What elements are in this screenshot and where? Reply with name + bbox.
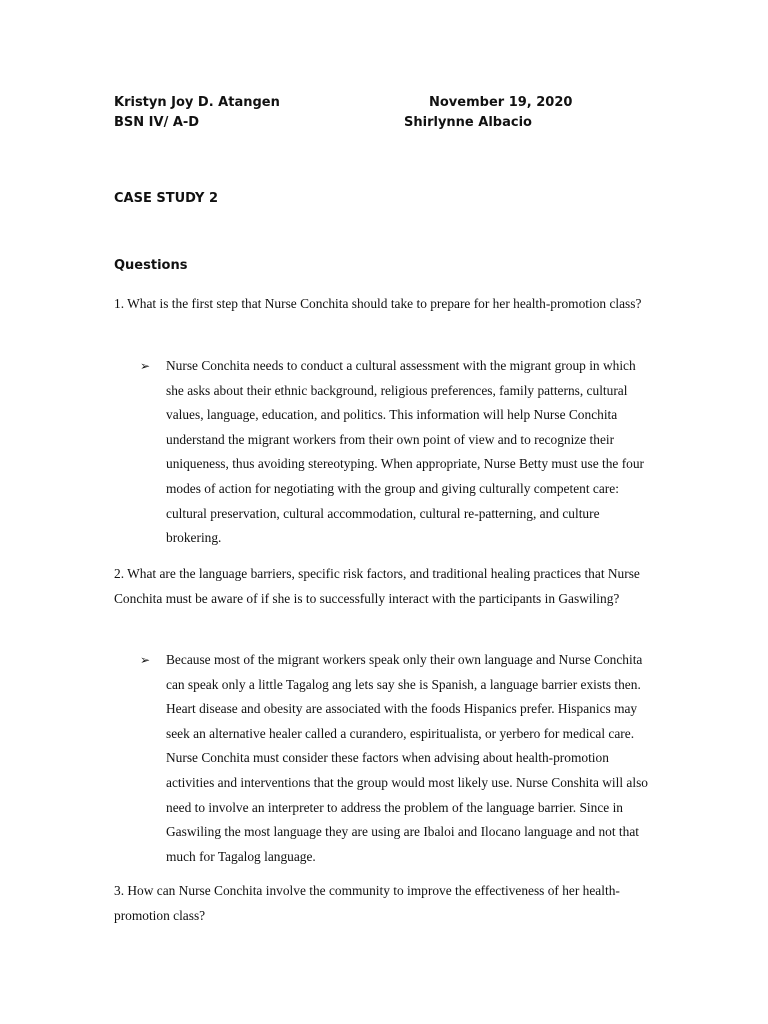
question-3: 3. How can Nurse Conchita involve the community to improve the effectiveness of her health-promotion class? (114, 883, 620, 923)
answer-1: Nurse Conchita needs to conduct a cultural assessment with the migrant group in which she asks about their ethnic background, religious preferences, family patterns, cultural values, language, education, and politics. This information will help Nurse Conchita understand the migrant workers from their own point of view and to recognize their uniqueness, thus avoiding stereotyping. When appropriate, Nurse Betty must use the four modes of action for negotiating with the group and giving culturally competent care: cultural preservation, cultural accommodation, cultural re-patterning, and culture brokering. (166, 358, 645, 546)
author-name: Kristyn Joy D. Atangen (114, 95, 280, 110)
question-1: 1. What is the first step that Nurse Conchita should take to prepare for her health-promotion class? (114, 296, 642, 311)
question-2: 2. What are the language barriers, specific risk factors, and traditional healing practices that Nurse Conchita must be aware of if she is to successfully interact with the participants in Gaswiling? (114, 566, 640, 606)
partner-name: Shirlynne Albacio (404, 115, 532, 130)
bullet-arrow-icon: ➢ (140, 359, 151, 373)
document-date: November 19, 2020 (429, 95, 573, 110)
section-heading: Questions (114, 258, 188, 273)
document-title: CASE STUDY 2 (114, 191, 218, 206)
course-section: BSN IV/ A-D (114, 115, 200, 130)
answer-2: Because most of the migrant workers speak only their own language and Nurse Conchita can speak only a little Tagalog ang lets say she is Spanish, a language barrier exists then. Heart disease and obesity are associated with the foods Hispanics prefer. Hispanics may seek an alternative healer called a curandero, espiritualista, or yerbero for medical care. Nurse Conchita must consider these factors when advising about health-promotion activities and interventions that the group would most likely use. Nurse Conshita will also need to involve an interpreter to address the problem of the language barrier. Since in Gaswiling the most language they are using are Ibaloi and Ilocano language and not that much for Tagalog language. (166, 652, 648, 864)
bullet-arrow-icon: ➢ (140, 653, 151, 667)
